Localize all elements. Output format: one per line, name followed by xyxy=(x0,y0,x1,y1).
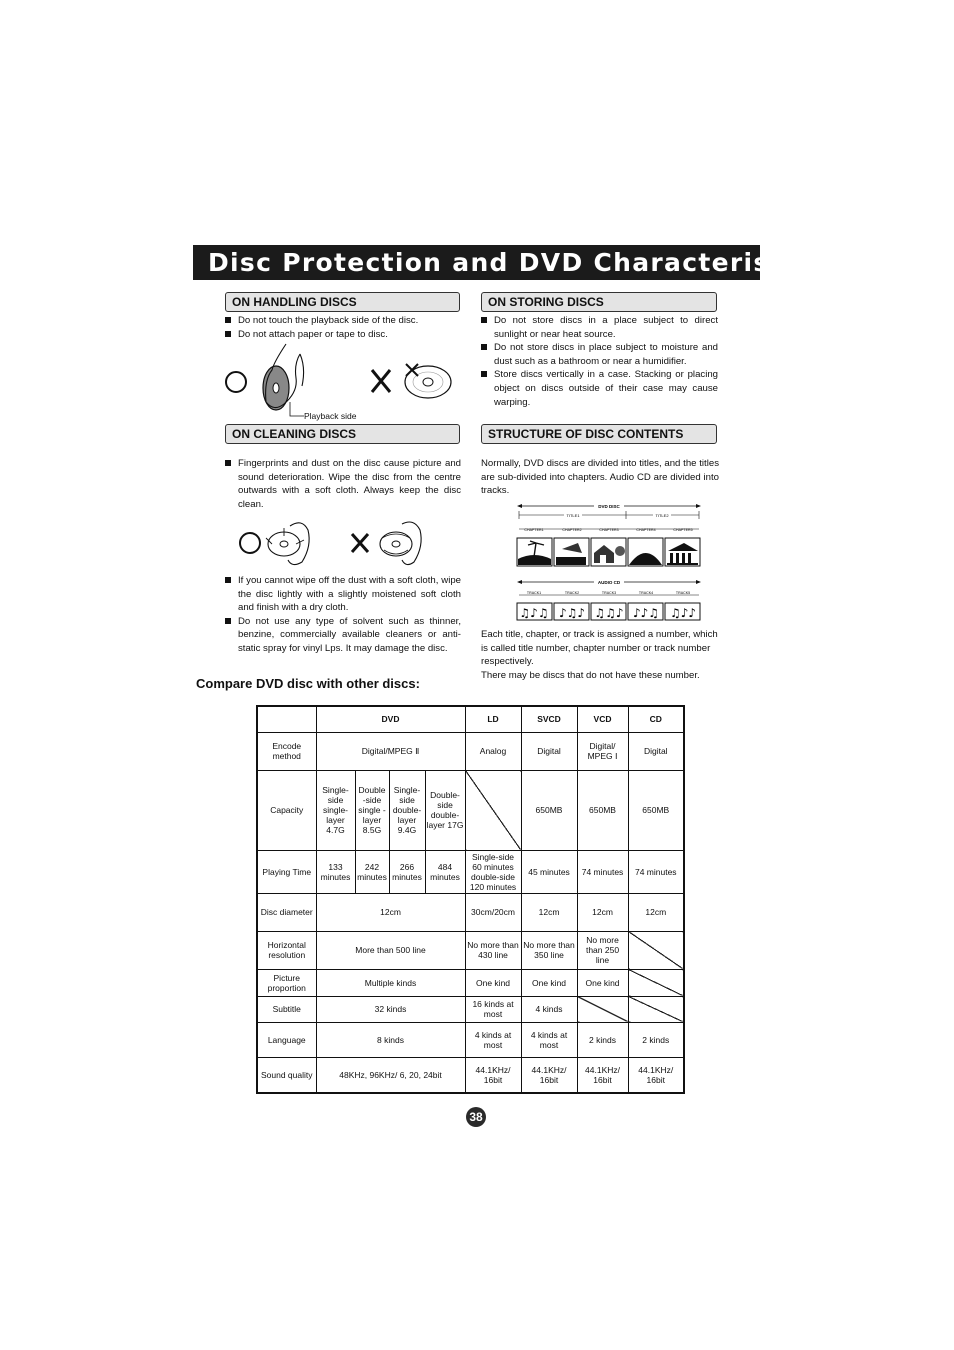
table-cell: 12cm xyxy=(577,893,628,931)
table-cell: 4 kinds at most xyxy=(465,1022,521,1057)
cleaning-heading: ON CLEANING DISCS xyxy=(225,424,460,444)
table-cell: 8 kinds xyxy=(316,1022,465,1057)
header-vcd: VCD xyxy=(577,706,628,732)
correct-circle-icon xyxy=(239,532,261,554)
table-row xyxy=(257,732,684,770)
table-cell: No more than 250 line xyxy=(577,931,628,969)
table-cell: One kind xyxy=(577,969,628,996)
storing-bullet: Do not store discs in place subject to moisture and dust such as a bathroom or near a humidifier. xyxy=(481,341,718,368)
title-label: TITLE2 xyxy=(655,513,669,518)
table-cell: 650MB xyxy=(628,770,684,850)
table-cell: 44.1KHz/ 16bit xyxy=(577,1057,628,1093)
cleaning-list-1 xyxy=(225,457,461,511)
table-cell: No more than 430 line xyxy=(465,931,521,969)
row-label: Subtitle xyxy=(257,996,316,1022)
structure-intro: Normally, DVD discs are divided into titles, and the titles are sub-divided into chapters. Audio CD are divided into tracks. xyxy=(481,458,719,497)
header-ld: LD xyxy=(465,706,521,732)
chapter-label: CHAPTER2 xyxy=(562,528,582,532)
table-row xyxy=(257,931,684,969)
table-cell: 74 minutes xyxy=(628,850,684,893)
row-label: Language xyxy=(257,1022,316,1057)
table-cell: Single-side 60 minutes double-side 120 minutes xyxy=(465,850,521,893)
track-label: TRACK3 xyxy=(601,591,617,595)
wrong-handling-icon xyxy=(368,362,458,402)
handling-heading: ON HANDLING DISCS xyxy=(225,292,460,312)
cleaning-wrong-icon xyxy=(350,516,426,570)
table-cell: Digital/MPEG Ⅱ xyxy=(316,732,465,770)
table-cell: 12cm xyxy=(628,893,684,931)
table-cell: 16 kinds at most xyxy=(465,996,521,1022)
cleaning-bullet: Do not use any type of solvent such as thinner, benzine, commercially available cleaners or anti-static spray for vinyl Lps. It may damage the disc. xyxy=(225,615,461,656)
table-cell: 650MB xyxy=(577,770,628,850)
handling-bullet: Do not touch the playback side of the disc. xyxy=(225,314,465,328)
storing-list xyxy=(481,314,718,409)
table-cell: 44.1KHz/ 16bit xyxy=(521,1057,577,1093)
table-cell: 266 minutes xyxy=(389,850,425,893)
cleaning-correct-icon xyxy=(262,516,314,570)
title-label: TITLE1 xyxy=(566,513,580,518)
table-row xyxy=(257,1057,684,1093)
table-row xyxy=(257,893,684,931)
table-cell: 484 minutes xyxy=(425,850,465,893)
row-label: Capacity xyxy=(257,770,316,850)
track-label: TRACK5 xyxy=(675,591,691,595)
handling-bullet: Do not attach paper or tape to disc. xyxy=(225,328,465,342)
table-cell: 74 minutes xyxy=(577,850,628,893)
table-cell: Digital/ MPEG Ⅰ xyxy=(577,732,628,770)
svg-text:♪♫♪: ♪♫♪ xyxy=(558,606,586,620)
track-label: TRACK1 xyxy=(526,591,542,595)
svg-text:♫♪♫: ♫♪♫ xyxy=(519,606,549,620)
table-cell: 12cm xyxy=(521,893,577,931)
table-cell xyxy=(257,706,316,732)
table-cell: 4 kinds xyxy=(521,996,577,1022)
table-cell: 44.1KHz/ 16bit xyxy=(628,1057,684,1093)
table-cell: No more than 350 line xyxy=(521,931,577,969)
header-dvd: DVD xyxy=(316,706,465,732)
track-label: TRACK2 xyxy=(564,591,580,595)
table-row xyxy=(257,1022,684,1057)
row-label: Sound quality xyxy=(257,1057,316,1093)
table-cell: 12cm xyxy=(316,893,465,931)
table-cell: Single-side double-layer 9.4G xyxy=(389,770,425,850)
header-svcd: SVCD xyxy=(521,706,577,732)
table-cell: Analog xyxy=(465,732,521,770)
row-label: Playing Time xyxy=(257,850,316,893)
table-cell: More than 500 line xyxy=(316,931,465,969)
row-label: Disc diameter xyxy=(257,893,316,931)
table-cell: Single-side single-layer 4.7G xyxy=(316,770,355,850)
table-cell: Digital xyxy=(521,732,577,770)
table-row xyxy=(257,770,684,850)
cleaning-bullet: If you cannot wipe off the dust with a soft cloth, wipe the disc lightly with a slightly moistened soft cloth and finish with a dry cloth. xyxy=(225,574,461,615)
track-label: TRACK4 xyxy=(638,591,654,595)
chapter-label: CHAPTER4 xyxy=(636,528,656,532)
row-label: Picture proportion xyxy=(257,969,316,996)
table-cell: 30cm/20cm xyxy=(465,893,521,931)
page-number: 38 xyxy=(466,1107,486,1127)
table-row xyxy=(257,706,684,732)
empty-cell xyxy=(465,770,521,850)
table-cell: 45 minutes xyxy=(521,850,577,893)
storing-bullet: Store discs vertically in a case. Stacking or placing object on discs outside of their case may cause warping. xyxy=(481,368,718,409)
chapter-label: CHAPTER1 xyxy=(524,528,544,532)
table-cell: 32 kinds xyxy=(316,996,465,1022)
table-cell: 4 kinds at most xyxy=(521,1022,577,1057)
handling-list xyxy=(225,314,465,341)
cleaning-bullet: Fingerprints and dust on the disc cause picture and sound deterioration. Wipe the disc from the centre outwards with a soft cloth. Always keep the disc clean. xyxy=(225,457,461,511)
table-cell: Digital xyxy=(628,732,684,770)
table-cell: 44.1KHz/ 16bit xyxy=(465,1057,521,1093)
structure-outro xyxy=(481,628,721,682)
svg-text:♫♪♪: ♫♪♪ xyxy=(669,606,697,620)
chapter-label: CHAPTER3 xyxy=(599,528,619,532)
table-cell: 48KHz, 96KHz/ 6, 20, 24bit xyxy=(316,1057,465,1093)
structure-outro-text-2: There may be discs that do not have these number. xyxy=(481,669,700,681)
svg-text:♪♪♫: ♪♪♫ xyxy=(632,606,660,620)
disc-comparison-table xyxy=(256,705,685,1094)
empty-cell xyxy=(628,996,684,1022)
table-row xyxy=(257,850,684,893)
hand-holding-disc-icon xyxy=(254,340,314,420)
empty-cell xyxy=(628,931,684,969)
empty-cell xyxy=(577,996,628,1022)
table-row xyxy=(257,969,684,996)
table-cell: 650MB xyxy=(521,770,577,850)
table-cell: Double -side single -layer 8.5G xyxy=(355,770,389,850)
correct-circle-icon xyxy=(225,371,247,393)
page-title: Disc Protection and DVD Characteristics xyxy=(193,245,760,280)
row-label: Horizontal resolution xyxy=(257,931,316,969)
header-cd: CD xyxy=(628,706,684,732)
table-cell: 2 kinds xyxy=(628,1022,684,1057)
disc-structure-diagram xyxy=(516,501,702,623)
playback-side-label: Playback side xyxy=(304,411,357,421)
table-row xyxy=(257,996,684,1022)
table-cell: Multiple kinds xyxy=(316,969,465,996)
table-cell: One kind xyxy=(521,969,577,996)
row-label: Encode method xyxy=(257,732,316,770)
structure-outro-text: Each title, chapter, or track is assigned a number, which is called title number, chapter number or track number respectively. xyxy=(481,629,718,668)
table-cell: One kind xyxy=(465,969,521,996)
empty-cell xyxy=(628,969,684,996)
chapter-label: CHAPTER5 xyxy=(673,528,693,532)
dvd-disc-label: DVD DISC xyxy=(598,504,620,509)
audio-cd-label: AUDIO CD xyxy=(597,580,621,585)
table-cell: 133 minutes xyxy=(316,850,355,893)
compare-heading: Compare DVD disc with other discs: xyxy=(196,676,420,691)
table-cell: Double-side double-layer 17G xyxy=(425,770,465,850)
svg-text:♫♫♪: ♫♫♪ xyxy=(594,606,624,620)
storing-bullet: Do not store discs in a place subject to direct sunlight or near heat source. xyxy=(481,314,718,341)
cleaning-list-2 xyxy=(225,574,461,656)
table-cell: 2 kinds xyxy=(577,1022,628,1057)
structure-heading: STRUCTURE OF DISC CONTENTS xyxy=(481,424,717,444)
table-cell: 242 minutes xyxy=(355,850,389,893)
storing-heading: ON STORING DISCS xyxy=(481,292,717,312)
